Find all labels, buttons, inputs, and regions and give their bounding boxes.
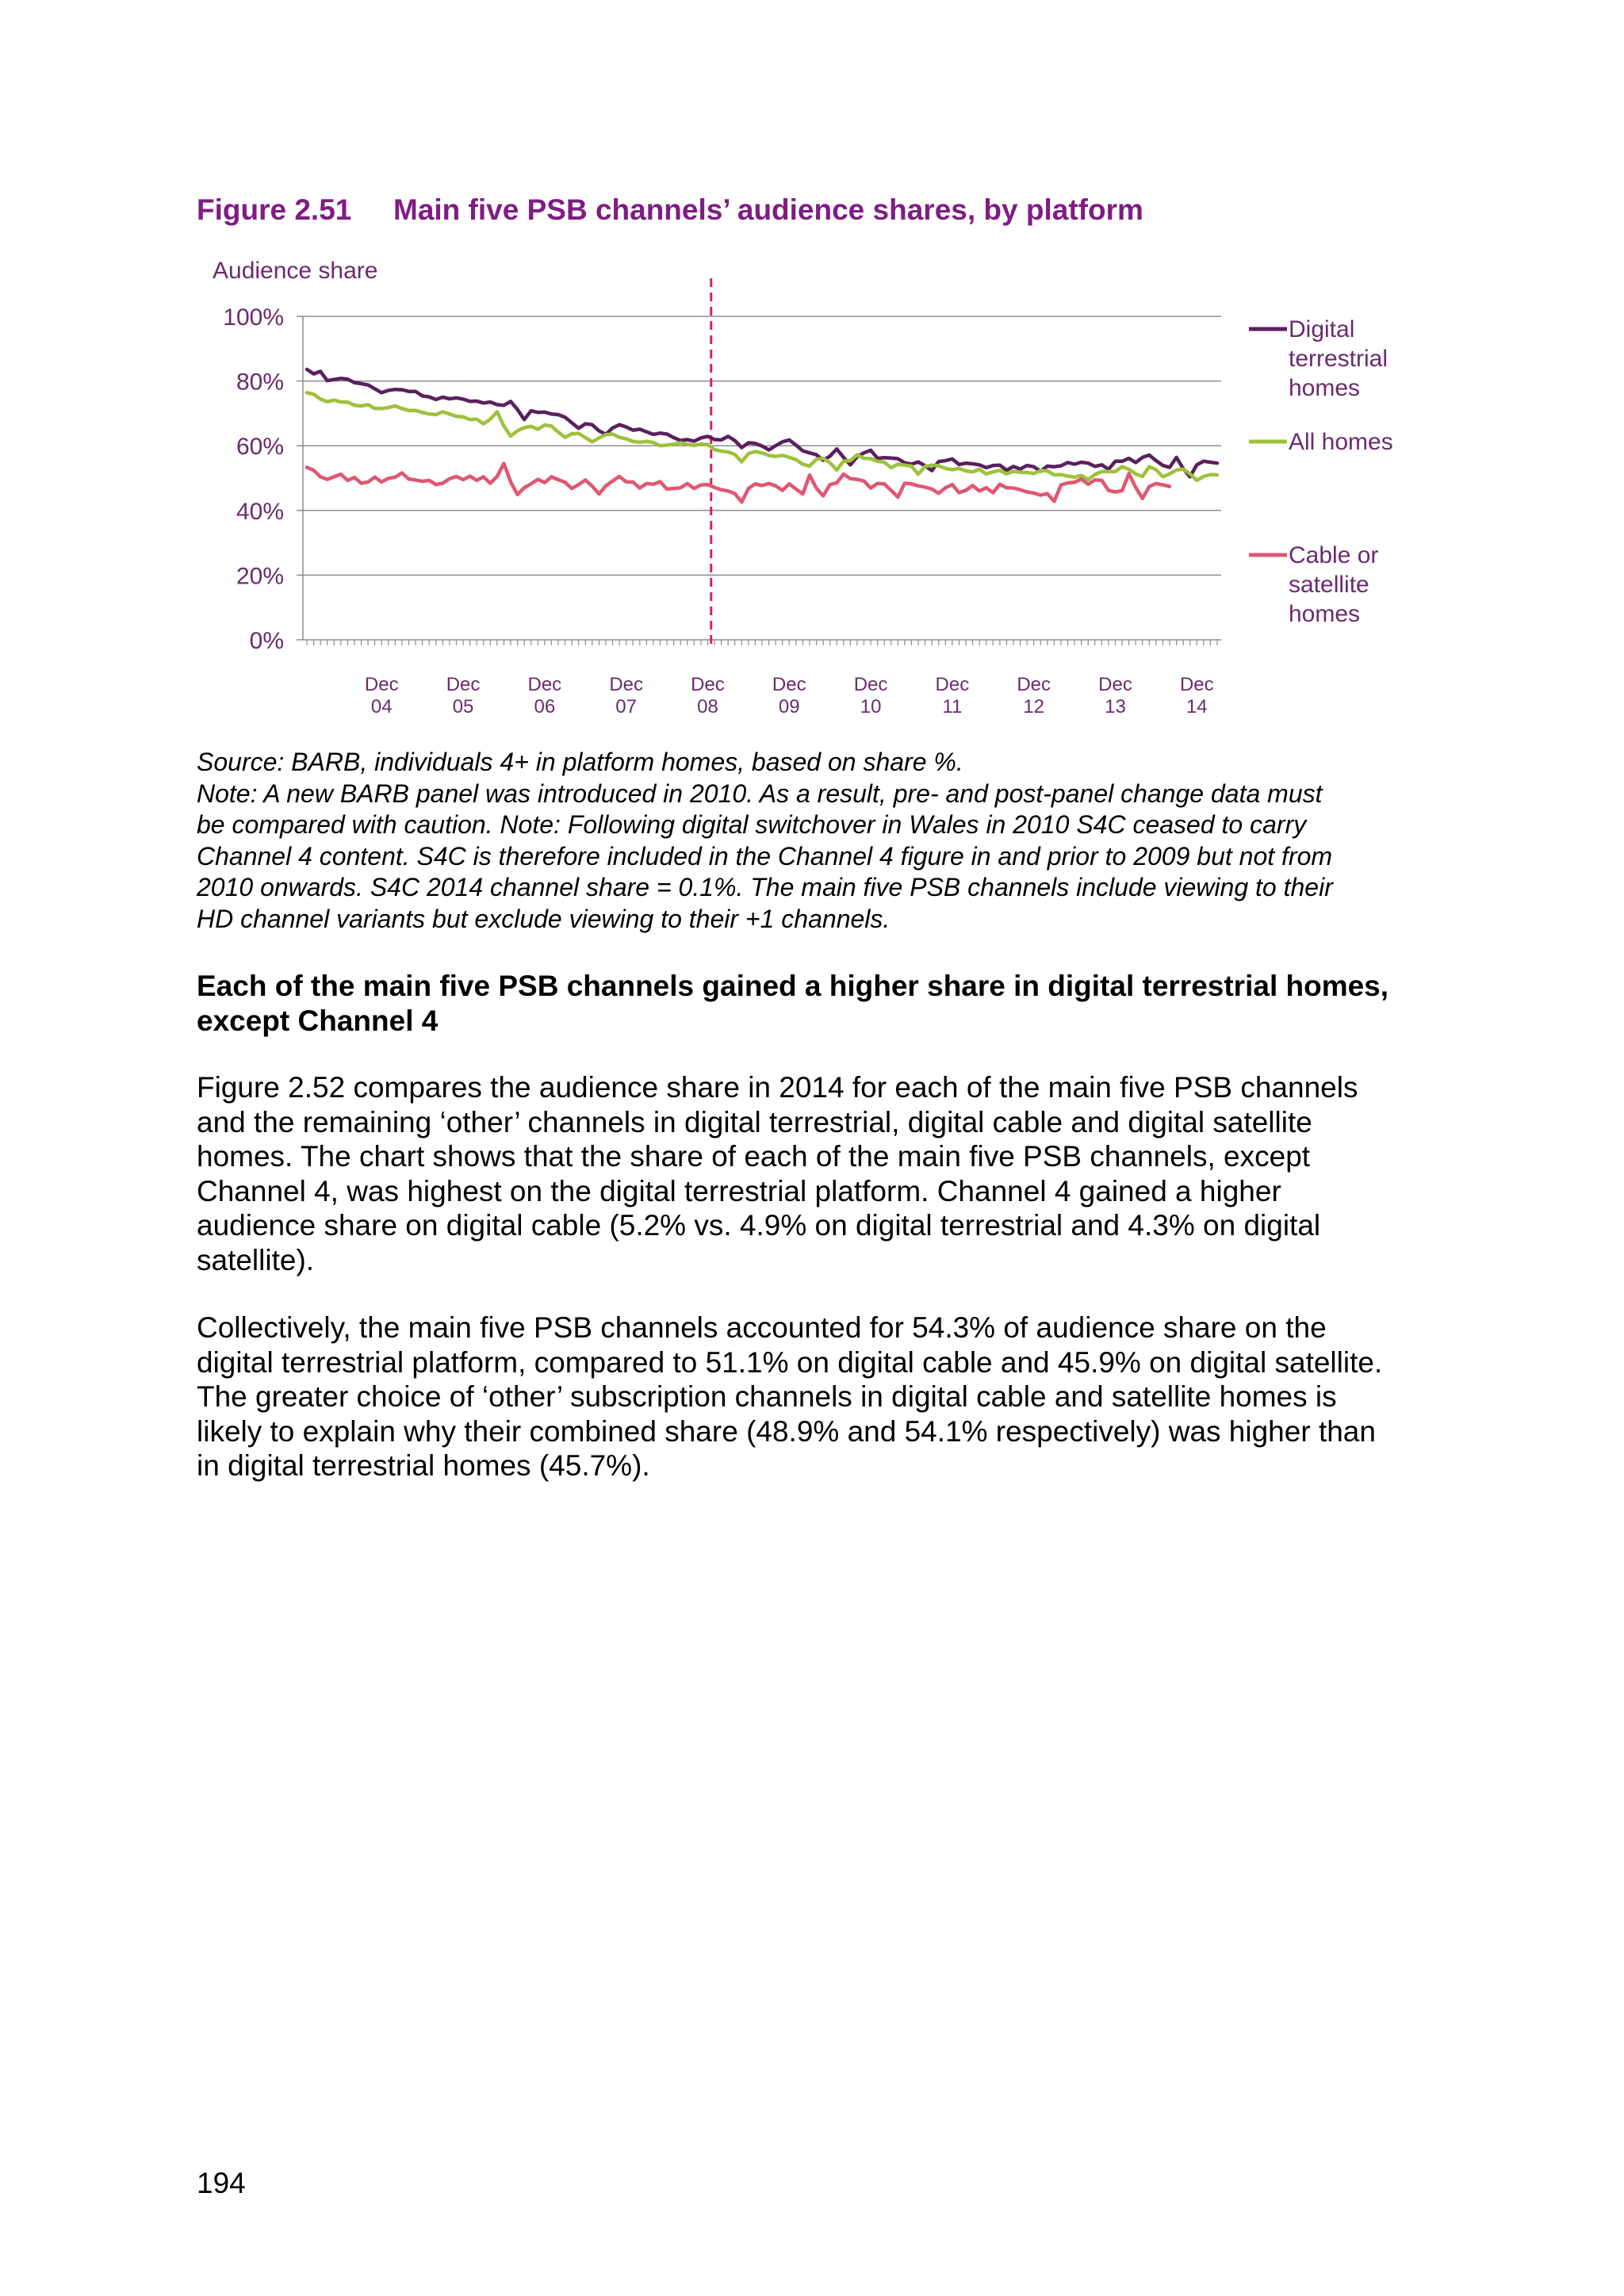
x-tick-label: Dec	[1098, 674, 1132, 695]
note-line: Channel 4 content. S4C is therefore included in the Channel 4 figure in and prior to 2009 but not from	[197, 841, 1333, 871]
note-line: Note: A new BARB panel was introduced in 2010. As a result, pre- and post-panel change data must	[197, 779, 1323, 808]
source-notes	[197, 747, 1434, 935]
x-tick-label: 13	[1105, 696, 1126, 718]
figure-title-text: Main five PSB channels’ audience shares, by platform	[393, 193, 1143, 226]
x-tick-label: 06	[534, 696, 556, 718]
x-tick-label: 08	[697, 696, 718, 718]
series-line	[307, 369, 1217, 477]
legend-label: All homes	[1289, 429, 1393, 455]
x-tick-label: 11	[942, 696, 963, 718]
x-tick-label: Dec	[691, 674, 725, 695]
paragraph-1	[197, 1070, 1450, 1277]
legend-label: homes	[1289, 375, 1361, 401]
note-line: be compared with caution. Note: Following digital switchover in Wales in 2010 S4C ceased to carry	[197, 810, 1307, 839]
x-tick-label: Dec	[772, 674, 806, 695]
legend-label: homes	[1289, 601, 1361, 627]
x-tick-label: Dec	[609, 674, 644, 695]
legend-label: Cable or	[1289, 542, 1379, 568]
paragraph-line: Figure 2.52 compares the audience share in 2014 for each of the main five PSB channels	[197, 1071, 1358, 1104]
paragraph-line: likely to explain why their combined share (48.9% and 54.1% respectively) was higher than	[197, 1414, 1376, 1448]
x-tick-label: 05	[452, 696, 474, 718]
x-tick-label: 12	[1023, 696, 1045, 718]
heading-line: except Channel 4	[197, 1004, 439, 1037]
x-tick-label: Dec	[1179, 674, 1214, 695]
x-tick-label: Dec	[364, 674, 399, 695]
y-tick-label: 20%	[236, 563, 284, 590]
x-tick-label: Dec	[446, 674, 481, 695]
paragraph-line: The greater choice of ‘other’ subscription channels in digital cable and satellite homes is	[197, 1380, 1337, 1413]
x-tick-label: Dec	[853, 674, 888, 695]
paragraph-line: Collectively, the main five PSB channels accounted for 54.3% of audience share on the	[197, 1311, 1327, 1344]
x-tick-label: 09	[778, 696, 800, 718]
figure-number: Figure 2.51	[197, 193, 352, 226]
y-tick-label: 80%	[236, 369, 284, 396]
x-tick-label: Dec	[527, 674, 562, 695]
x-tick-label: 14	[1185, 696, 1208, 718]
heading-line: Each of the main five PSB channels gained a higher share in digital terrestrial homes,	[197, 970, 1389, 1002]
paragraph-line: in digital terrestrial homes (45.7%).	[197, 1449, 650, 1482]
y-axis-title: Audience share	[213, 258, 378, 284]
legend-label: Digital	[1289, 316, 1355, 342]
audience-share-line-chart	[190, 250, 1427, 725]
y-tick-label: 100%	[223, 304, 284, 331]
y-tick-label: 40%	[236, 498, 284, 525]
legend-label: terrestrial	[1289, 346, 1388, 372]
x-tick-label: Dec	[935, 674, 970, 695]
x-tick-label: 04	[370, 696, 393, 718]
section-heading	[197, 969, 1450, 1039]
x-tick-label: 10	[860, 696, 882, 718]
series-line	[307, 392, 1217, 480]
paragraph-line: digital terrestrial platform, compared to 51.1% on digital cable and 45.9% on digital satellite.	[197, 1345, 1383, 1379]
paragraph-line: homes. The chart shows that the share of each of the main five PSB channels, except	[197, 1140, 1311, 1173]
source-line: Source: BARB, individuals 4+ in platform homes, based on share %.	[197, 748, 963, 776]
x-tick-label: 07	[615, 696, 638, 718]
paragraph-line: audience share on digital cable (5.2% vs. 4.9% on digital terrestrial and 4.3% on digital	[197, 1209, 1321, 1242]
paragraph-2	[197, 1311, 1450, 1483]
paragraph-line: Channel 4, was highest on the digital terrestrial platform. Channel 4 gained a higher	[197, 1174, 1281, 1207]
page-number: 194	[197, 2167, 246, 2199]
y-tick-label: 60%	[236, 434, 284, 461]
x-tick-label: Dec	[1017, 674, 1051, 695]
legend-label: satellite	[1289, 572, 1369, 598]
paragraph-line: satellite).	[197, 1243, 315, 1276]
y-tick-label: 0%	[249, 628, 284, 654]
figure-title	[197, 193, 1143, 227]
note-line: HD channel variants but exclude viewing to their +1 channels.	[197, 904, 891, 933]
paragraph-line: and the remaining ‘other’ channels in digital terrestrial, digital cable and digital satellite	[197, 1105, 1312, 1138]
note-line: 2010 onwards. S4C 2014 channel share = 0.1%. The main five PSB channels include viewing to their	[197, 873, 1333, 901]
